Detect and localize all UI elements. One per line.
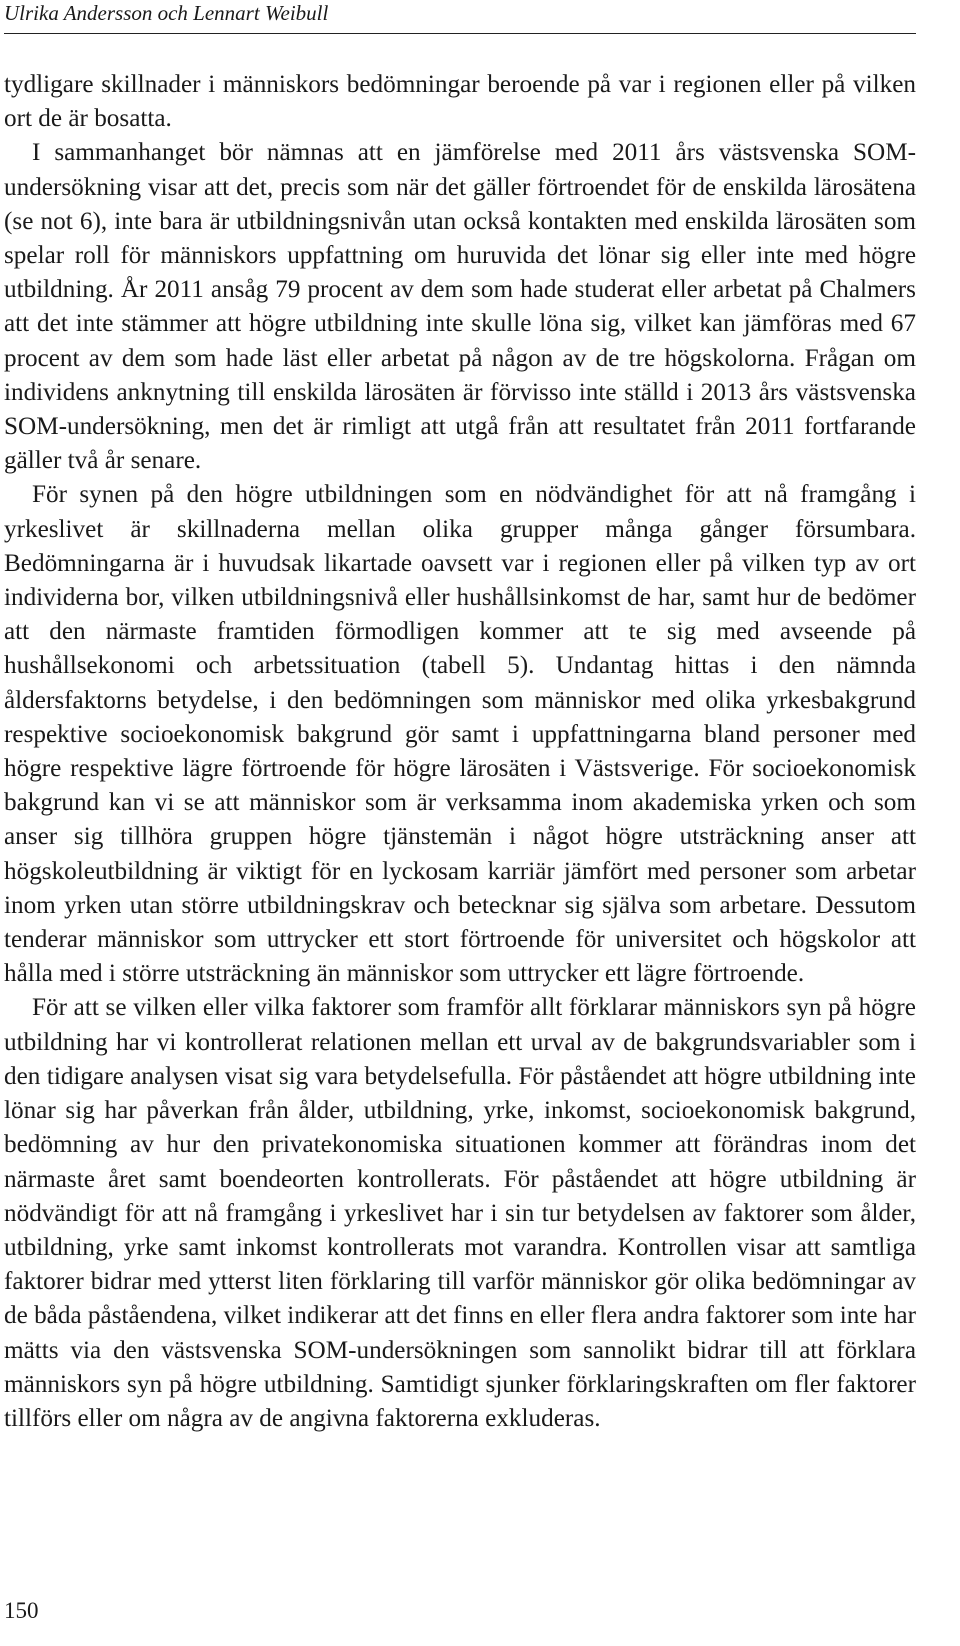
running-head [4, 0, 916, 34]
paragraph-continued: tydligare skillnader i människors bedömningar beroende på var i regionen eller på vilken ort de är bosatta. [4, 71, 916, 133]
paragraph-career-necessity: För synen på den högre utbildningen som en nödvändighet för att nå framgång i yrkeslivet är skillnaderna mellan olika grupper många gånger försumbara. Bedömningarna är i huvudsak likartade oavsett var i regionen eller på vilken typ av ort individerna bor, vilken utbildningsnivå eller hushållsinkomst de har, samt hur de bedömer att den närmaste framtiden förmodligen kommer att te sig med avseende på hushållsekonomi och arbetssituation (tabell 5). Undantag hittas i den nämnda åldersfaktorns betydelse, i den bedömningen som människor med olika yrkesbakgrund respektive socioekonomisk bakgrund gör samt i uppfattningarna bland personer med högre respektive lägre förtroende för högre lärosäten i Västsverige. För socioekonomisk bakgrund kan vi se att människor som är verksamma inom akademiska yrken och som anser sig tillhöra gruppen högre tjänstemän i något högre utsträckning anser att högskoleutbildning är viktigt för en lyckosam karriär jämfört med personer som arbetar inom yrken utan större utbildningskrav och betecknar sig själva som arbetare. Dessutom tenderar människor som uttrycker ett stort förtroende för universitet och högskolor att hålla med i större utsträckning än människor som uttrycker ett lägre förtroende. [4, 481, 916, 988]
page-number: 150 [4, 1598, 39, 1623]
body-text [4, 68, 916, 1436]
running-head-authors: Ulrika Andersson och Lennart Weibull [4, 1, 329, 25]
paragraph-som-comparison: I sammanhanget bör nämnas att en jämförelse med 2011 års västsvenska SOM-undersökning visar att det, precis som när det gäller förtroendet för de enskilda lärosätena (se not 6), inte bara är utbildningsnivån utan också kontakten med enskilda lärosäten som spelar roll för människors uppfattning om huruvida det lönar sig eller inte med högre utbildning. År 2011 ansåg 79 procent av dem som hade studerat eller arbetat på Chalmers att det inte stämmer att högre utbildning inte skulle löna sig, vilket kan jämföras med 67 procent av dem som hade läst eller arbetat på någon av de tre högskolorna. Frågan om individens anknytning till enskilda lärosäten är förvisso inte ställd i 2013 års västsvenska SOM-undersökning, men det är rimligt att utgå från att resultatet från 2011 fortfarande gäller två år senare. [4, 139, 916, 475]
paragraph-factor-analysis: För att se vilken eller vilka faktorer som framför allt förklarar människors syn på högre utbildning har vi kontrollerat relationen mellan ett urval av de bakgrundsvariabler som i den tidigare analysen visat sig vara betydelsefulla. För påståendet att högre utbildning inte lönar sig har påverkan från ålder, utbildning, yrke, inkomst, socioekonomisk bakgrund, bedömning av hur den privatekonomiska situationen kommer att förändras inom det närmaste året samt boendeorten kontrollerats. För påståendet att högre utbildning är nödvändigt för att nå framgång i yrkeslivet har i sin tur betydelsen av faktorer som ålder, utbildning, yrke samt inkomst kontrollerats mot varandra. Kontrollen visar att samtliga faktorer bidrar med ytterst liten förklaring till varför människor gör olika bedömningar av de båda påståendena, vilket indikerar att det finns en eller flera andra faktorer som inte har mätts via den västsvenska SOM-undersökningen som sannolikt bidrar till att förklara människors syn på högre utbildning. Samtidigt sjunker förklaringskraften om fler faktorer tillförs eller om några av de angivna faktorerna exkluderas. [4, 994, 916, 1432]
